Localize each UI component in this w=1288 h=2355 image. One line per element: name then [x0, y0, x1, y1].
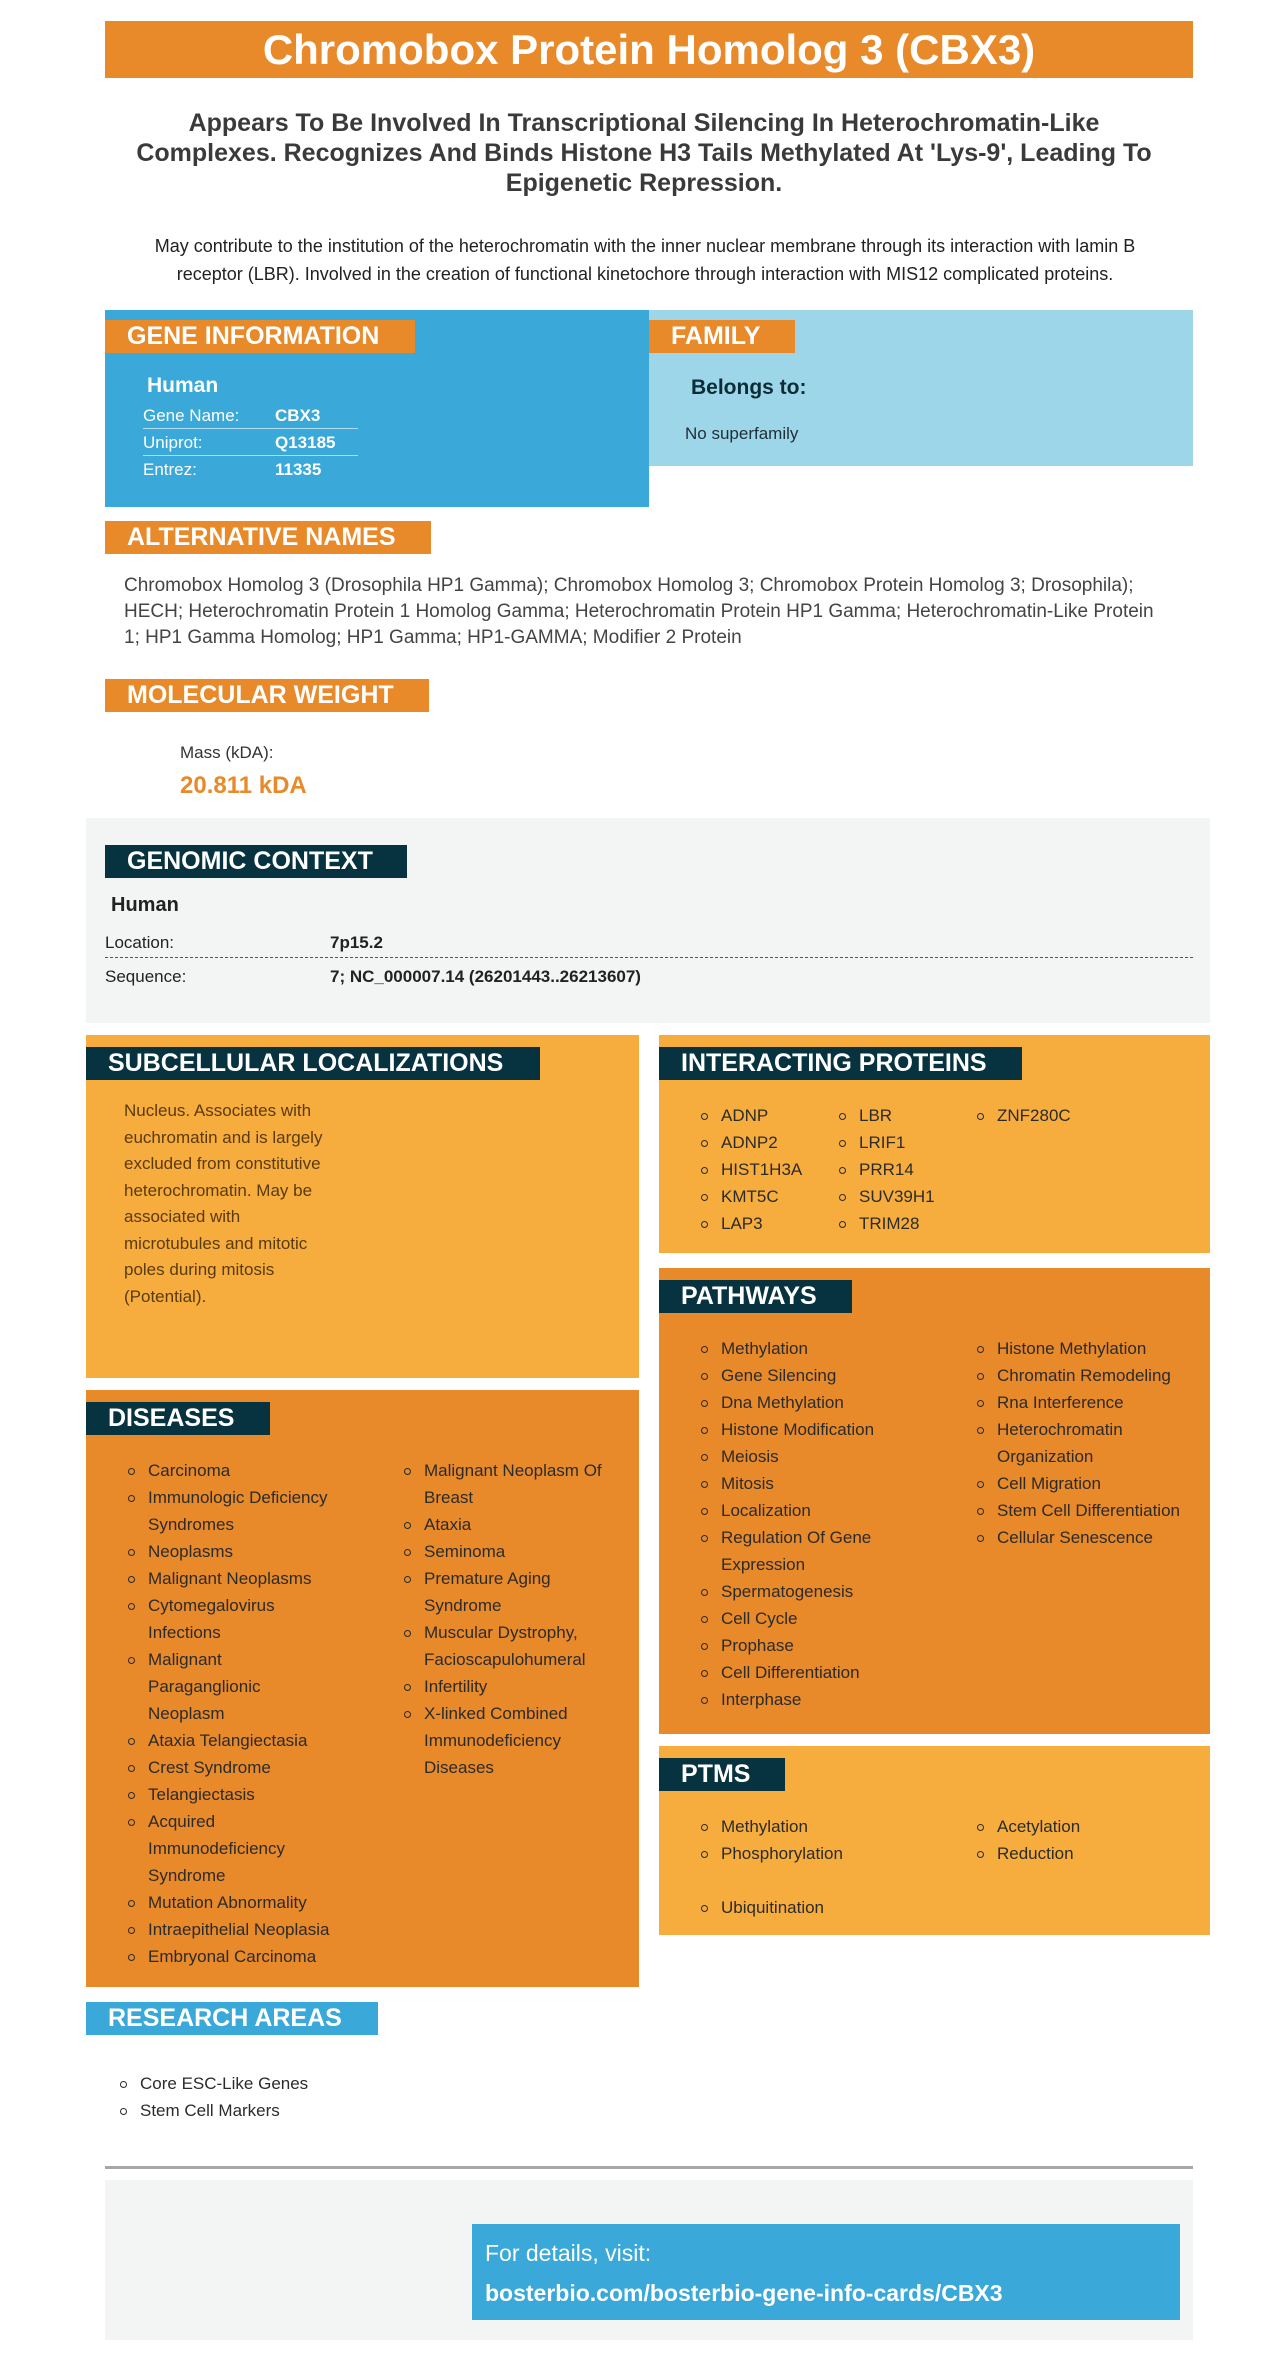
family-value: No superfamily [685, 424, 799, 443]
gene-information-heading: GENE INFORMATION [105, 320, 415, 353]
uniprot-label: Uniprot: [143, 433, 203, 452]
list-item: Rna Interference [977, 1389, 1205, 1416]
list-item: Methylation [701, 1335, 941, 1362]
list-item: Chromatin Remodeling [977, 1362, 1205, 1389]
gene-name-row [143, 402, 358, 429]
list-item: Stem Cell Differentiation [977, 1497, 1205, 1524]
sequence-value: 7; NC_000007.14 (26201443..26213607) [330, 967, 641, 986]
uniprot-row [143, 429, 358, 456]
family-panel [649, 310, 1193, 466]
list-item: Stem Cell Markers [120, 2097, 308, 2124]
list-item: Mutation Abnormality [128, 1889, 338, 1916]
list-item: Cell Differentiation [701, 1659, 941, 1686]
list-item: Acetylation [977, 1813, 1080, 1840]
gene-information-panel [105, 310, 649, 507]
interacting-proteins-col1 [701, 1102, 802, 1237]
list-item: Malignant Paraganglionic Neoplasm [128, 1646, 268, 1727]
list-item: Intraepithelial Neoplasia [128, 1916, 338, 1943]
list-item: ZNF280C [977, 1102, 1071, 1129]
list-item: Premature Aging Syndrome [404, 1565, 574, 1619]
interacting-proteins-panel [659, 1035, 1210, 1253]
interacting-proteins-col2 [839, 1102, 935, 1237]
list-item: Ataxia Telangiectasia [128, 1727, 338, 1754]
mass-value: 20.811 kDA [180, 772, 307, 799]
molecular-weight-heading: MOLECULAR WEIGHT [105, 679, 429, 712]
ptms-panel [659, 1746, 1210, 1935]
list-item: Embryonal Carcinoma [128, 1943, 338, 1970]
pathways-col2 [977, 1335, 1205, 1551]
diseases-col1 [128, 1457, 338, 1970]
interacting-proteins-col3 [977, 1102, 1071, 1129]
list-item: Immunologic Deficiency Syndromes [128, 1484, 338, 1538]
list-item: Phosphorylation [701, 1840, 843, 1867]
list-item: Telangiectasis [128, 1781, 338, 1808]
sequence-row [105, 962, 1193, 992]
list-item: Reduction [977, 1840, 1080, 1867]
details-link-box[interactable] [472, 2224, 1180, 2320]
list-item: Ubiquitination [701, 1894, 824, 1921]
alternative-names-heading: ALTERNATIVE NAMES [105, 521, 431, 554]
ptms-heading: PTMS [659, 1758, 785, 1791]
list-item: SUV39H1 [839, 1183, 935, 1210]
research-areas-list [120, 2070, 308, 2124]
diseases-panel [86, 1390, 639, 1987]
list-item: LBR [839, 1102, 935, 1129]
list-item: Methylation [701, 1813, 843, 1840]
location-value: 7p15.2 [330, 933, 383, 952]
divider [105, 2166, 1193, 2169]
list-item: Muscular Dystrophy, Facioscapulohumeral [404, 1619, 619, 1673]
list-item: Cytomegalovirus Infections [128, 1592, 288, 1646]
family-belongs-label: Belongs to: [691, 376, 807, 399]
list-item: PRR14 [839, 1156, 935, 1183]
pathways-heading: PATHWAYS [659, 1280, 852, 1313]
genomic-context-panel [86, 818, 1210, 1023]
list-item: Spermatogenesis [701, 1578, 941, 1605]
entrez-value: 11335 [275, 460, 322, 479]
family-heading: FAMILY [649, 320, 795, 353]
pathways-panel [659, 1268, 1210, 1734]
list-item: Cellular Senescence [977, 1524, 1205, 1551]
research-areas-heading: RESEARCH AREAS [86, 2002, 378, 2035]
list-item: Prophase [701, 1632, 941, 1659]
subcellular-heading: SUBCELLULAR LOCALIZATIONS [86, 1047, 540, 1080]
list-item: LAP3 [701, 1210, 802, 1237]
list-item: Neoplasms [128, 1538, 338, 1565]
list-item: Histone Modification [701, 1416, 941, 1443]
list-item: Carcinoma [128, 1457, 338, 1484]
list-item: Regulation Of Gene Expression [701, 1524, 901, 1578]
list-item: ADNP2 [701, 1129, 802, 1156]
list-item: X-linked Combined Immunodeficiency Diseases [404, 1700, 574, 1781]
gene-description: May contribute to the institution of the heterochromatin with the inner nuclear membrane through its interaction with lamin B receptor (LBR). Involved in the creation of functional kinetochore through interaction with MIS12 complicated proteins. [154, 236, 1136, 284]
list-item: Malignant Neoplasms [128, 1565, 338, 1592]
alternative-names-text: Chromobox Homolog 3 (Drosophila HP1 Gamma); Chromobox Homolog 3; Chromobox Protein Homolog 3; Drosophila); HECH; Heterochromatin Protein 1 Homolog Gamma; Heterochromatin Protein HP1 Gamma; Heterochromatin-Like Protein 1; HP1 Gamma Homolog; HP1 Gamma; HP1-GAMMA; Modifier 2 Protein [124, 575, 1154, 648]
diseases-col2 [404, 1457, 619, 1781]
list-item: Dna Methylation [701, 1389, 941, 1416]
entrez-label: Entrez: [143, 460, 197, 479]
ptms-col1 [701, 1813, 843, 1867]
gene-info-species: Human [147, 374, 219, 397]
list-item: Histone Methylation [977, 1335, 1205, 1362]
sequence-label: Sequence: [105, 967, 187, 986]
list-item: LRIF1 [839, 1129, 935, 1156]
location-row [105, 928, 1193, 958]
interacting-proteins-heading: INTERACTING PROTEINS [659, 1047, 1022, 1080]
list-item: Interphase [701, 1686, 941, 1713]
list-item: Cell Cycle [701, 1605, 941, 1632]
list-item: Crest Syndrome [128, 1754, 338, 1781]
list-item: HIST1H3A [701, 1156, 802, 1183]
genomic-context-heading: GENOMIC CONTEXT [105, 845, 407, 878]
list-item: KMT5C [701, 1183, 802, 1210]
list-item: Malignant Neoplasm Of Breast [404, 1457, 619, 1511]
page-subtitle: Appears To Be Involved In Transcriptional Silencing In Heterochromatin-Like Complexes. Recognizes And Binds Histone H3 Tails Methylated At 'Lys-9', Leading To Epigenetic Repression. [136, 109, 1152, 197]
list-item: Core ESC-Like Genes [120, 2070, 308, 2097]
list-item: Acquired Immunodeficiency Syndrome [128, 1808, 298, 1889]
subcellular-panel [86, 1035, 639, 1378]
footer [105, 2180, 1193, 2340]
subcellular-text: Nucleus. Associates with euchromatin and is largely excluded from constitutive heterochromatin. May be associated with microtubules and mitotic poles during mitosis (Potential). [124, 1101, 323, 1306]
genomic-context-species: Human [111, 894, 179, 916]
list-item: Cell Migration [977, 1470, 1205, 1497]
gene-name-value: CBX3 [275, 406, 321, 425]
entrez-row [143, 456, 358, 483]
pathways-col1 [701, 1335, 941, 1713]
list-item: Infertility [404, 1673, 619, 1700]
list-item: TRIM28 [839, 1210, 935, 1237]
list-item: ADNP [701, 1102, 802, 1129]
list-item: Seminoma [404, 1538, 619, 1565]
list-item: Mitosis [701, 1470, 941, 1497]
list-item: Ataxia [404, 1511, 619, 1538]
ptms-col2 [977, 1813, 1080, 1867]
mass-label: Mass (kDA): [180, 743, 274, 762]
list-item: Localization [701, 1497, 941, 1524]
page-title: Chromobox Protein Homolog 3 (CBX3) [105, 21, 1193, 78]
details-label: For details, visit: [485, 2240, 652, 2266]
list-item: Meiosis [701, 1443, 941, 1470]
ptms-extra [701, 1894, 824, 1921]
gene-name-label: Gene Name: [143, 406, 240, 425]
diseases-heading: DISEASES [86, 1402, 270, 1435]
location-label: Location: [105, 933, 174, 952]
list-item: Gene Silencing [701, 1362, 941, 1389]
list-item: Heterochromatin Organization [977, 1416, 1167, 1470]
details-link[interactable]: bosterbio.com/bosterbio-gene-info-cards/CBX3 [485, 2280, 1003, 2306]
uniprot-value: Q13185 [275, 433, 336, 452]
